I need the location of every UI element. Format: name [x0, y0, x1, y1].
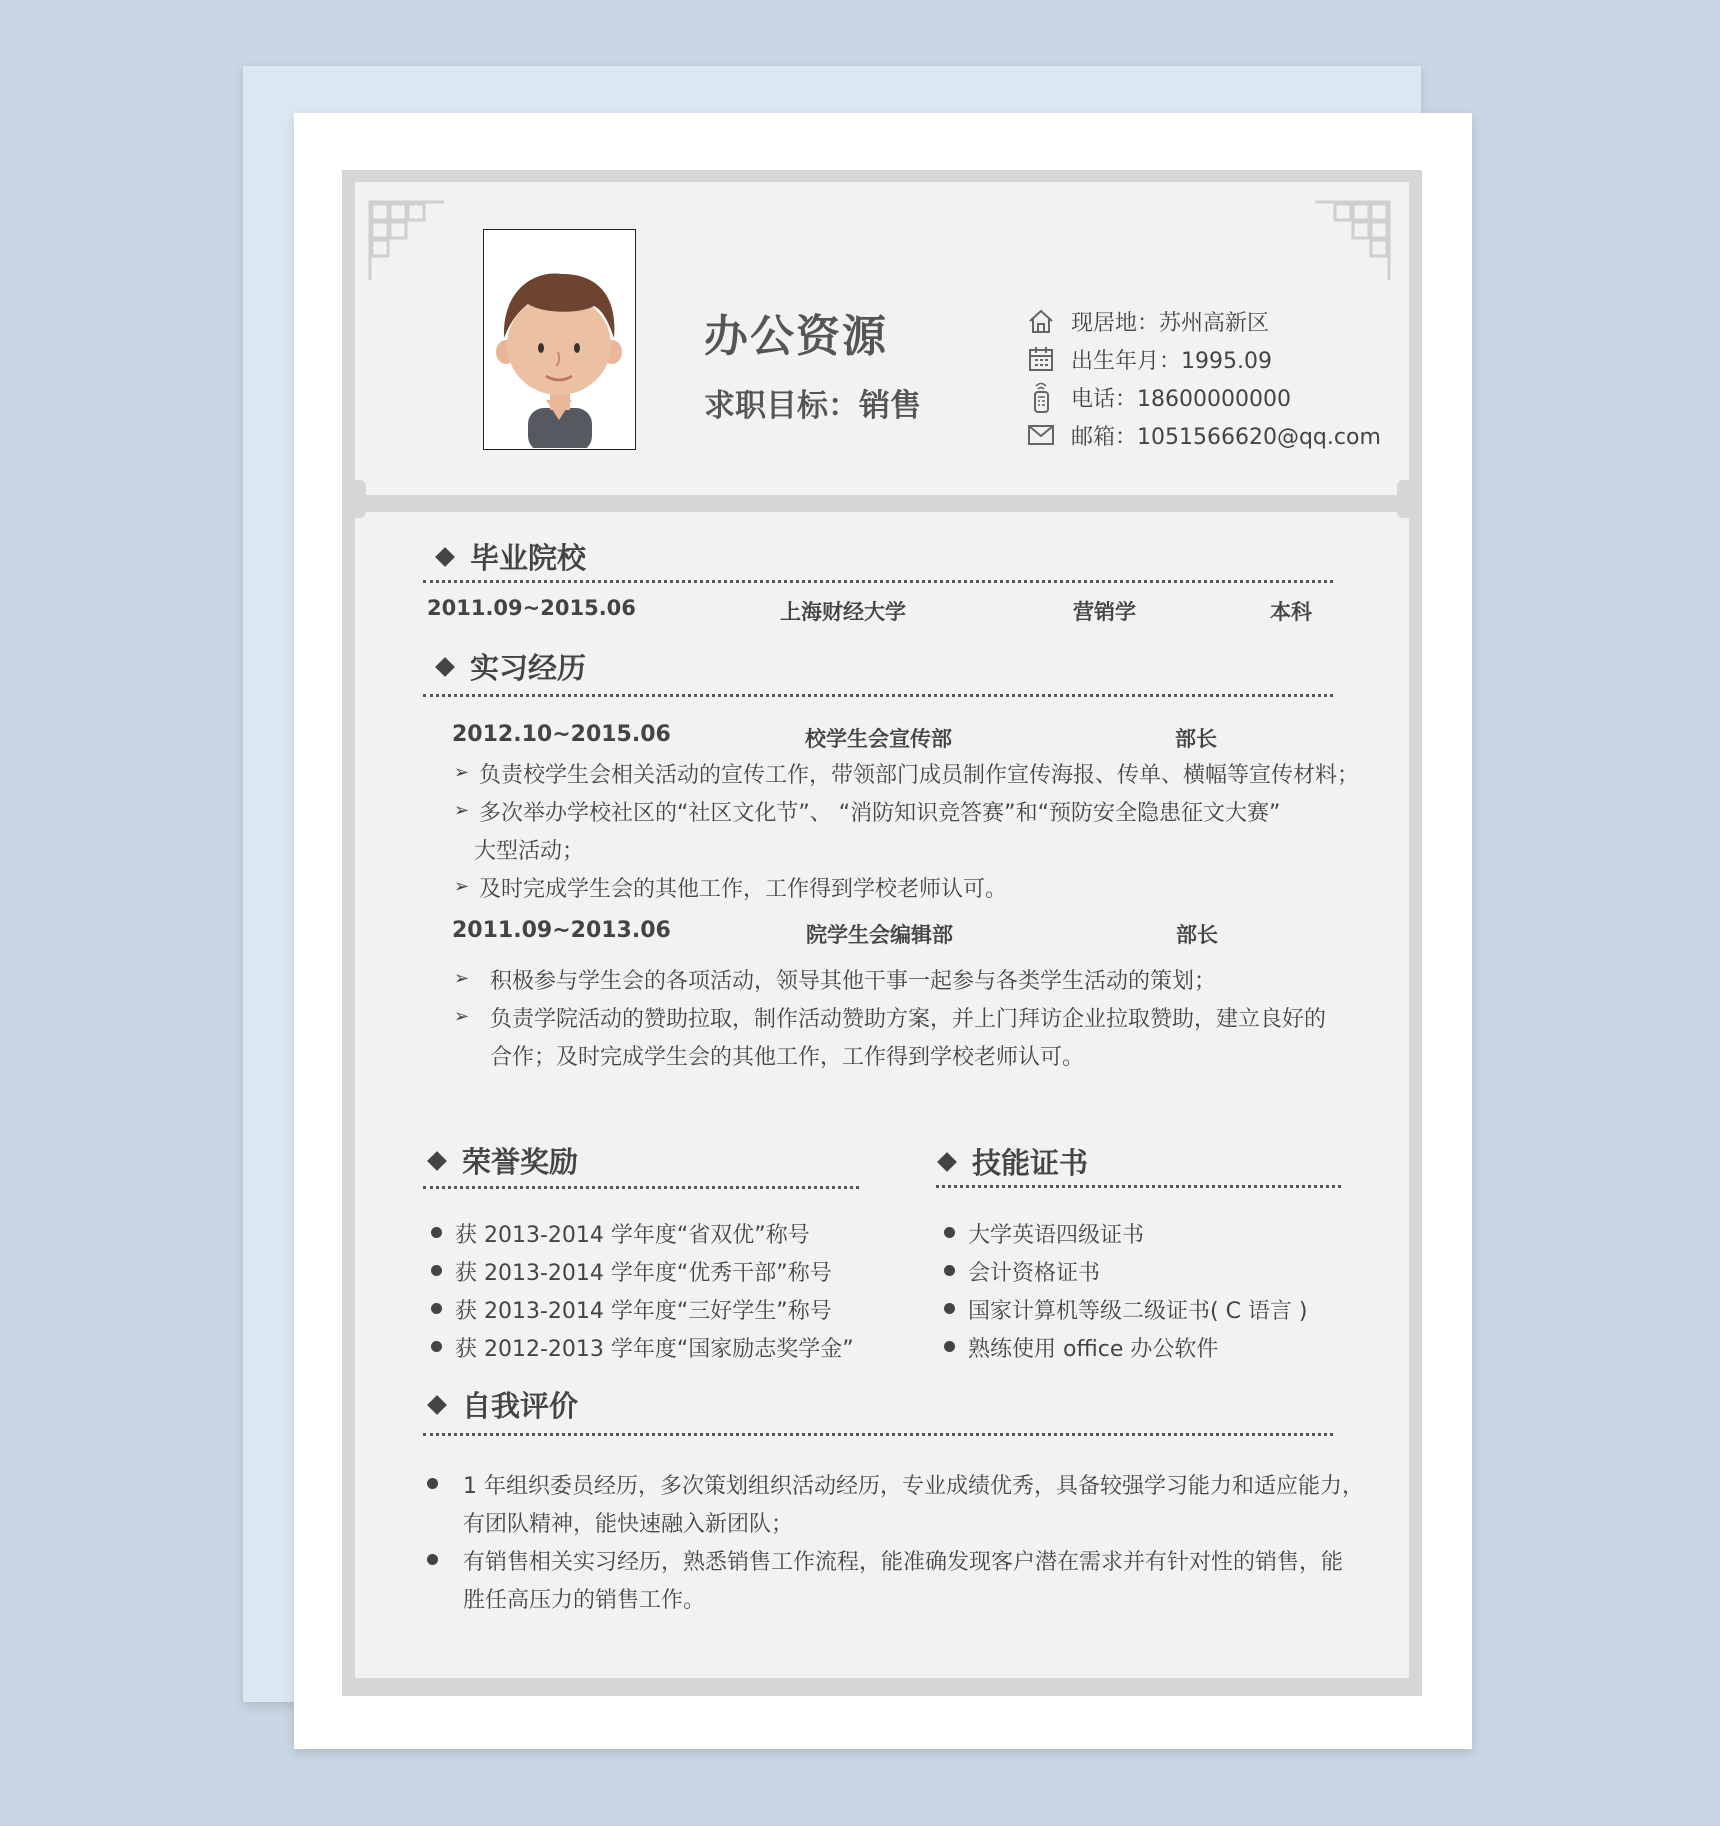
- address-text: 现居地：苏州高新区: [1071, 310, 1270, 336]
- arrow-bullet-icon: ➢: [454, 876, 470, 897]
- job-duty: 负责校学生会相关活动的宣传工作，带领部门成员制作宣传海报、传单、横幅等宣传材料；: [479, 763, 1360, 788]
- education-degree: 本科: [1270, 600, 1312, 624]
- mail-icon: [1025, 420, 1057, 450]
- arrow-bullet-icon: ➢: [454, 968, 470, 989]
- arrow-bullet-icon: ➢: [454, 762, 470, 783]
- divider: [423, 1433, 1333, 1436]
- section-skills-title: 技能证书: [936, 1141, 1088, 1182]
- divider: [423, 580, 1333, 583]
- self-eval-line: 有销售相关实习经历，熟悉销售工作流程，能准确发现客户潜在需求并有针对性的销售，能: [463, 1550, 1344, 1575]
- home-icon: [1025, 306, 1057, 336]
- education-school: 上海财经大学: [780, 600, 906, 624]
- bullet-dot-icon: [944, 1227, 955, 1238]
- bullet-dot-icon: [427, 1554, 438, 1565]
- bullet-dot-icon: [431, 1341, 442, 1352]
- frame-notch-right: [1397, 480, 1419, 518]
- skill-item: 会计资格证书: [968, 1261, 1101, 1286]
- phone-text: 电话：18600000000: [1071, 386, 1291, 412]
- bullet-dot-icon: [431, 1303, 442, 1314]
- contact-birth: [1025, 344, 1272, 374]
- job-period: 2011.09~2013.06: [452, 918, 671, 943]
- section-internship-title: 实习经历: [434, 646, 586, 687]
- job-duty-cont: 大型活动；: [474, 839, 585, 864]
- bullet-dot-icon: [944, 1265, 955, 1276]
- contact-address: [1025, 306, 1269, 336]
- self-eval-line: 胜任高压力的销售工作。: [463, 1588, 706, 1613]
- job-duty: 积极参与学生会的各项活动，领导其他干事一起参与各类学生活动的策划；: [490, 969, 1217, 994]
- self-eval-line: 1 年组织委员经历，多次策划组织活动经历，专业成绩优秀，具备较强学习能力和适应能力，: [463, 1474, 1364, 1499]
- job-duty: 多次举办学校社区的“社区文化节”、 “消防知识竞答赛”和“预防安全隐患征文大赛”: [479, 801, 1281, 826]
- bullet-dot-icon: [944, 1303, 955, 1314]
- diamond-icon: [937, 1152, 957, 1172]
- birth-text: 出生年月：1995.09: [1071, 348, 1272, 374]
- profile-photo: [483, 229, 636, 450]
- bullet-dot-icon: [427, 1478, 438, 1489]
- self-eval-line: 有团队精神，能快速融入新团队；: [463, 1512, 794, 1537]
- applicant-name: 办公资源: [704, 311, 888, 362]
- job-role: 部长: [1176, 923, 1218, 947]
- diamond-icon: [435, 547, 455, 567]
- skill-item: 国家计算机等级二级证书( C 语言 ): [968, 1299, 1308, 1324]
- honor-item: 获 2013-2014 学年度“三好学生”称号: [455, 1299, 832, 1324]
- bullet-dot-icon: [431, 1265, 442, 1276]
- frame-notch-left: [344, 480, 366, 518]
- contact-phone: [1025, 382, 1291, 412]
- email-text: 邮箱：1051566620@qq.com: [1071, 424, 1381, 450]
- calendar-icon: [1025, 344, 1057, 374]
- job-org: 校学生会宣传部: [805, 727, 952, 751]
- divider: [423, 694, 1333, 697]
- honor-item: 获 2012-2013 学年度“国家励志奖学金”: [455, 1337, 854, 1362]
- avatar: [484, 230, 634, 448]
- education-major: 营销学: [1073, 600, 1136, 624]
- section-education-title: 毕业院校: [434, 536, 586, 577]
- education-period: 2011.09~2015.06: [427, 596, 636, 620]
- arrow-bullet-icon: ➢: [454, 800, 470, 821]
- arrow-bullet-icon: ➢: [454, 1006, 470, 1027]
- bullet-dot-icon: [944, 1341, 955, 1352]
- corner-ornament-right: [1313, 200, 1391, 282]
- job-role: 部长: [1175, 727, 1217, 751]
- bullet-dot-icon: [431, 1227, 442, 1238]
- job-objective: 求职目标：销售: [704, 388, 921, 424]
- corner-ornament-left: [368, 200, 446, 282]
- contact-email: [1025, 420, 1381, 450]
- section-honors-title: 荣誉奖励: [426, 1140, 578, 1181]
- skill-item: 大学英语四级证书: [968, 1223, 1145, 1248]
- phone-icon: [1025, 382, 1057, 412]
- diamond-icon: [435, 657, 455, 677]
- divider: [423, 1186, 859, 1189]
- job-period: 2012.10~2015.06: [452, 722, 671, 747]
- honor-item: 获 2013-2014 学年度“省双优”称号: [455, 1223, 810, 1248]
- section-self-eval-title: 自我评价: [426, 1384, 578, 1425]
- diamond-icon: [427, 1395, 447, 1415]
- skill-item: 熟练使用 office 办公软件: [968, 1337, 1219, 1362]
- divider: [936, 1185, 1341, 1188]
- job-duty: 及时完成学生会的其他工作，工作得到学校老师认可。: [479, 877, 1008, 902]
- diamond-icon: [427, 1151, 447, 1171]
- job-org: 院学生会编辑部: [806, 923, 953, 947]
- job-duty-cont: 合作；及时完成学生会的其他工作，工作得到学校老师认可。: [490, 1045, 1085, 1070]
- honor-item: 获 2013-2014 学年度“优秀干部”称号: [455, 1261, 832, 1286]
- job-duty: 负责学院活动的赞助拉取，制作活动赞助方案，并上门拜访企业拉取赞助，建立良好的: [490, 1007, 1327, 1032]
